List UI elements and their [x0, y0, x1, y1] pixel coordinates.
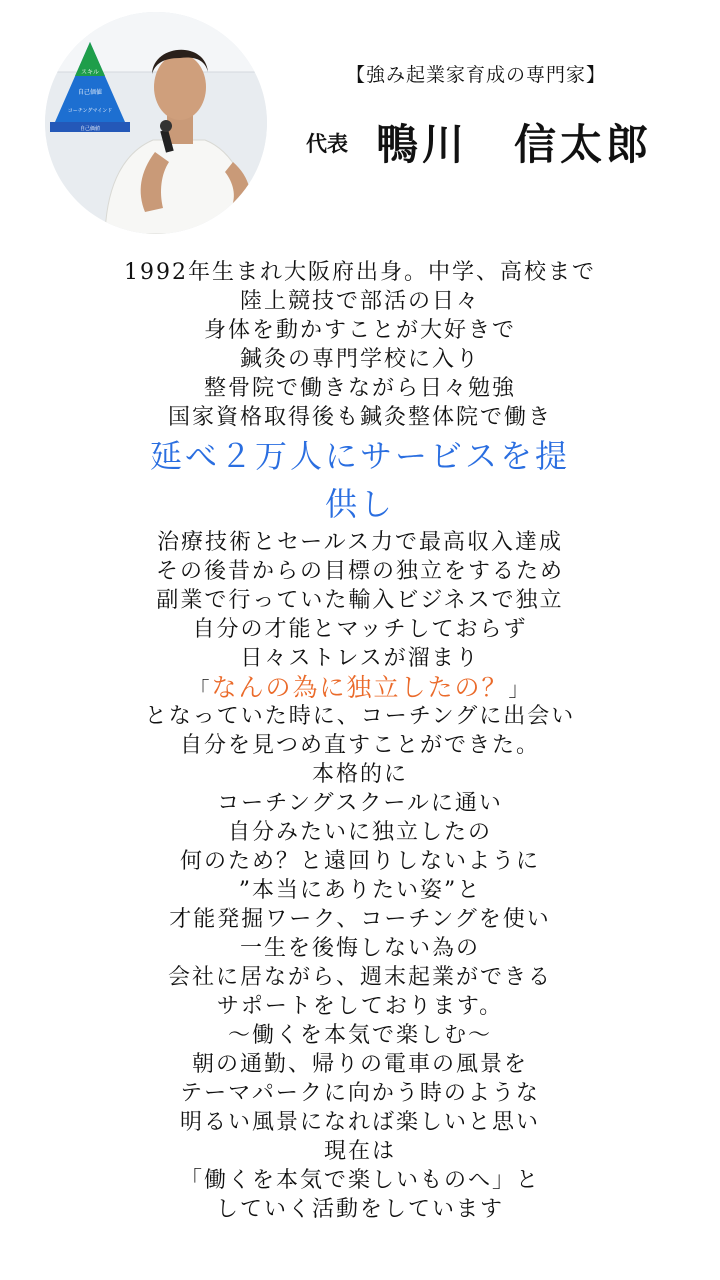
profile-photo-illustration [45, 12, 267, 234]
bio-line [0, 673, 720, 702]
bio-line: 明るい風景になれば楽しいと思い [179, 1110, 540, 1135]
bio-line: 副業で行っていた輸入ビジネスで独立 [156, 588, 564, 613]
bio-line: 供し [324, 485, 395, 523]
bio-line: サポートをしております。 [216, 994, 504, 1019]
slide-label-1: スキル [81, 69, 99, 76]
bio-line: していく活動をしています [215, 1197, 504, 1222]
bio-line: テーマパークに向かう時のような [180, 1081, 540, 1106]
close-bracket: 」 [508, 677, 531, 701]
bio-line: 才能発掘ワーク、コーチングを使い [169, 907, 551, 932]
bio-line: ”本当にありたい姿”と [238, 878, 482, 903]
slide-label-2: 自己価値 [77, 89, 103, 96]
bio-line: 自分を見つめ直すことができた。 [179, 733, 540, 758]
bio-line: 現在は [323, 1139, 396, 1164]
bio-line: となっていた時に、コーチングに出会い [144, 704, 576, 729]
bio-line: ～働くを本気で楽しむ～ [227, 1023, 492, 1048]
bio-line: 会社に居ながら、週末起業ができる [167, 965, 552, 990]
bio-line: 日々ストレスが溜まり [240, 646, 480, 671]
slide-label-3: コーチングマインド [67, 108, 113, 114]
bio-line: 国家資格取得後も鍼灸整体院で働き [167, 405, 552, 430]
bio-line: 鍼灸の専門学校に入り [239, 347, 480, 372]
person-name: 鴨川 信太郎 [376, 120, 653, 169]
slide-label-4: 自己価値 [79, 126, 101, 132]
bio-line: 陸上競技で部活の日々 [239, 289, 480, 314]
bio-line: 一生を後悔しない為の [239, 936, 480, 961]
bio-line: 朝の通勤、帰りの電車の風景を [191, 1052, 528, 1077]
open-bracket: 「 [189, 677, 212, 701]
bio-line: 整骨院で働きながら日々勉強 [203, 376, 516, 401]
bio-line: 自分の才能とマッチしておらず [192, 617, 528, 642]
bio-line: 延べ２万人にサービスを提 [149, 437, 570, 475]
highlight-text: なんの為に独立したの？ [211, 673, 509, 702]
role-label: 代表 [306, 132, 348, 156]
bio-line: 自分みたいに独立したの [227, 820, 492, 845]
profile-photo [45, 12, 267, 234]
biography [0, 258, 720, 1224]
bio-line: 「働くを本気で楽しいものへ」と [179, 1168, 540, 1193]
bio-line: 1992年生まれ大阪府出身。中学、高校まで [124, 260, 596, 285]
bio-line: 身体を動かすことが大好きで [203, 318, 516, 343]
bio-line: その後昔からの目標の独立をするため [155, 559, 564, 584]
bio-line: コーチングスクールに通い [217, 791, 503, 816]
bio-line: 何のため？と遠回りしないように [179, 849, 540, 874]
tagline: 【強み起業家育成の専門家】 [346, 64, 607, 86]
bio-line: 本格的に [311, 762, 408, 787]
bio-line: 治療技術とセールス力で最高収入達成 [156, 530, 564, 555]
